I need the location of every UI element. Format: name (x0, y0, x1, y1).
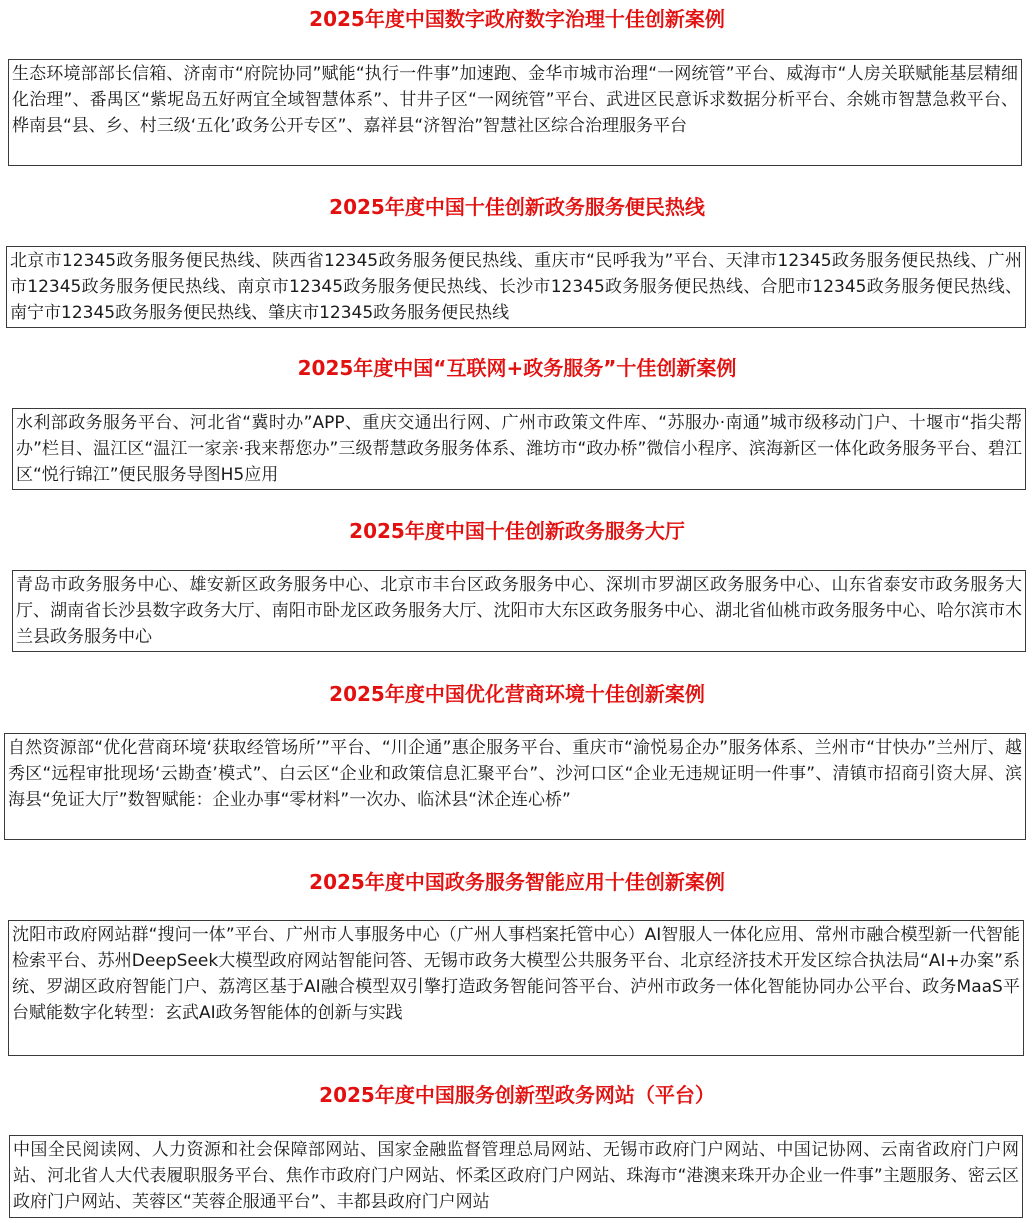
section-content-service-hotline: 北京市12345政务服务便民热线、陕西省12345政务服务便民热线、重庆市“民呼我为”平台、天津市12345政务服务便民热线、广州市12345政务服务便民热线、南京市12345政务服务便民热线、长沙市12345政务服务便民热线、合肥市12345政务服务便民热线、南宁市12345政务服务便民热线、肇庆市12345政务服务便民热线 (6, 246, 1026, 328)
section-content-service-hall: 青岛市政务服务中心、雄安新区政务服务中心、北京市丰台区政务服务中心、深圳市罗湖区政务服务中心、山东省泰安市政务服务大厅、湖南省长沙县数字政务大厅、南阳市卧龙区政务服务大厅、沈阳市大东区政务服务中心、湖北省仙桃市政务服务中心、哈尔滨市木兰县政务服务中心 (12, 570, 1026, 652)
section-title-service-hall: 2025年度中国十佳创新政务服务大厅 (349, 519, 685, 543)
section-title-business-environment: 2025年度中国优化营商环境十佳创新案例 (329, 682, 705, 706)
section-content-smart-application: 沈阳市政府网站群“搜问一体”平台、广州市人事服务中心（广州人事档案托管中心）AI智服人一体化应用、常州市融合模型新一代智能检索平台、苏州DeepSeek大模型政府网站智能问答、无锡市政务大模型公共服务平台、北京经济技术开发区综合执法局“AI+办案”系统、罗湖区政府智能门户、荔湾区基于AI融合模型双引擎打造政务智能问答平台、泸州市政务一体化智能协同办公平台、政务MaaS平台赋能数字化转型：玄武AI政务智能体的创新与实践 (8, 920, 1024, 1056)
section-content-internet-plus-services: 水利部政务服务平台、河北省“冀时办”APP、重庆交通出行网、广州市政策文件库、“苏服办·南通”城市级移动门户、十堰市“指尖帮办”栏目、温江区“温江一家亲·我来帮您办”三级帮慧政务服务体系、潍坊市“政办桥”微信小程序、滨海新区一体化政务服务平台、碧江区“悦行锦江”便民服务导图H5应用 (12, 408, 1026, 490)
section-title-service-hotline: 2025年度中国十佳创新政务服务便民热线 (329, 195, 705, 219)
section-title-smart-application: 2025年度中国政务服务智能应用十佳创新案例 (309, 870, 725, 894)
section-content-business-environment: 自然资源部“优化营商环境‘获取经管场所’”平台、“川企通”惠企服务平台、重庆市“渝悦易企办”服务体系、兰州市“甘快办”兰州厅、越秀区“远程审批现场‘云勘查’模式”、白云区“企业和政策信息汇聚平台”、沙河口区“企业无违规证明一件事”、清镇市招商引资大屏、滨海县“免证大厅”数智赋能：企业办事“零材料”一次办、临沭县“沭企连心桥” (4, 733, 1026, 840)
section-content-government-website: 中国全民阅读网、人力资源和社会保障部网站、国家金融监督管理总局网站、无锡市政府门户网站、中国记协网、云南省政府门户网站、河北省人大代表履职服务平台、焦作市政府门户网站、怀柔区政府门户网站、珠海市“港澳来珠开办企业一件事”主题服务、密云区政府门户网站、芙蓉区“芙蓉企服通平台”、丰都县政府门户网站 (9, 1135, 1023, 1218)
section-title-government-website: 2025年度中国服务创新型政务网站（平台） (319, 1083, 715, 1107)
section-content-digital-governance: 生态环境部部长信箱、济南市“府院协同”赋能“执行一件事”加速跑、金华市城市治理“一网统管”平台、威海市“人房关联赋能基层精细化治理”、番禺区“紫坭岛五好两宜全域智慧体系”、甘井子区“一网统管”平台、武进区民意诉求数据分析平台、余姚市智慧急救平台、桦南县“县、乡、村三级‘五化’政务公开专区”、嘉祥县“济智治”智慧社区综合治理服务平台 (8, 59, 1022, 166)
section-title-digital-governance: 2025年度中国数字政府数字治理十佳创新案例 (309, 7, 725, 31)
section-title-internet-plus-services: 2025年度中国“互联网+政务服务”十佳创新案例 (297, 356, 737, 380)
